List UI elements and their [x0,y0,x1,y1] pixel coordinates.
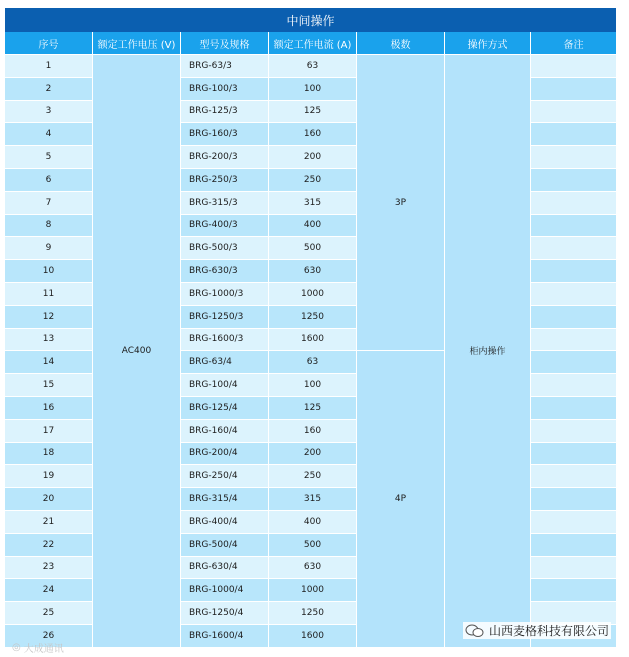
model-cell: BRG-125/3 [181,101,269,124]
watermark-left-text: 大成通讯 [23,644,64,655]
watermark-right [463,622,611,639]
current-cell: 63 [269,55,357,78]
current-cell: 1250 [269,602,357,625]
remark-cell [531,351,616,374]
current-cell: 160 [269,420,357,443]
current-cell: 100 [269,78,357,101]
remark-cell [531,101,616,124]
footer [0,624,629,657]
remark-cell [531,283,616,306]
model-cell: BRG-1000/4 [181,579,269,602]
voltage-cell: AC400 [93,55,181,648]
remark-cell [531,146,616,169]
model-cell: BRG-400/3 [181,215,269,238]
current-cell: 1600 [269,329,357,352]
row-number-cell: 2 [5,78,93,101]
wechat-icon [465,624,485,638]
row-number-cell: 24 [5,579,93,602]
current-cell: 1000 [269,579,357,602]
row-number-cell: 18 [5,443,93,466]
spec-table [5,32,616,648]
row-number-cell: 5 [5,146,93,169]
model-cell: BRG-315/4 [181,488,269,511]
remark-cell [531,55,616,78]
current-cell: 630 [269,260,357,283]
model-cell: BRG-63/3 [181,55,269,78]
model-cell: BRG-630/4 [181,557,269,580]
header-cell: 型号及规格 [181,32,269,55]
current-cell: 500 [269,237,357,260]
row-number-cell: 20 [5,488,93,511]
camera-icon: ◎ [12,642,21,653]
poles-cell: 4P [357,351,445,647]
row-number-cell: 11 [5,283,93,306]
remark-cell [531,511,616,534]
model-cell: BRG-250/3 [181,169,269,192]
table-title: 中间操作 [5,8,616,32]
header-row [5,32,616,55]
row-number-cell: 22 [5,534,93,557]
model-cell: BRG-200/3 [181,146,269,169]
current-cell: 315 [269,192,357,215]
remark-cell [531,374,616,397]
model-cell: BRG-1000/3 [181,283,269,306]
header-cell: 操作方式 [445,32,531,55]
model-cell: BRG-63/4 [181,351,269,374]
model-cell: BRG-160/3 [181,123,269,146]
model-cell: BRG-100/3 [181,78,269,101]
model-cell: BRG-200/4 [181,443,269,466]
table-row [5,55,616,78]
current-cell: 315 [269,488,357,511]
current-cell: 630 [269,557,357,580]
row-number-cell: 19 [5,465,93,488]
row-number-cell: 10 [5,260,93,283]
current-cell: 1600 [269,625,357,648]
row-number-cell: 3 [5,101,93,124]
current-cell: 400 [269,511,357,534]
remark-cell [531,306,616,329]
current-cell: 125 [269,397,357,420]
row-number-cell: 14 [5,351,93,374]
remark-cell [531,397,616,420]
header-cell: 极数 [357,32,445,55]
model-cell: BRG-500/4 [181,534,269,557]
remark-cell [531,465,616,488]
remark-cell [531,420,616,443]
poles-cell: 3P [357,55,445,351]
model-cell: BRG-500/3 [181,237,269,260]
remark-cell [531,557,616,580]
row-number-cell: 7 [5,192,93,215]
row-number-cell: 6 [5,169,93,192]
row-number-cell: 13 [5,329,93,352]
remark-cell [531,488,616,511]
row-number-cell: 1 [5,55,93,78]
current-cell: 100 [269,374,357,397]
model-cell: BRG-100/4 [181,374,269,397]
model-cell: BRG-1600/4 [181,625,269,648]
remark-cell [531,260,616,283]
model-cell: BRG-630/3 [181,260,269,283]
current-cell: 400 [269,215,357,238]
model-cell: BRG-160/4 [181,420,269,443]
row-number-cell: 15 [5,374,93,397]
row-number-cell: 25 [5,602,93,625]
row-number-cell: 16 [5,397,93,420]
remark-cell [531,169,616,192]
row-number-cell: 9 [5,237,93,260]
current-cell: 250 [269,465,357,488]
spec-table-container [5,8,616,648]
header-cell: 额定工作电流 (A) [269,32,357,55]
row-number-cell: 23 [5,557,93,580]
remark-cell [531,215,616,238]
header-cell: 序号 [5,32,93,55]
row-number-cell: 8 [5,215,93,238]
current-cell: 250 [269,169,357,192]
current-cell: 125 [269,101,357,124]
remark-cell [531,123,616,146]
current-cell: 500 [269,534,357,557]
operation-cell: 柜内操作 [445,55,531,648]
current-cell: 200 [269,146,357,169]
model-cell: BRG-1250/4 [181,602,269,625]
model-cell: BRG-400/4 [181,511,269,534]
current-cell: 1250 [269,306,357,329]
row-number-cell: 4 [5,123,93,146]
current-cell: 1000 [269,283,357,306]
model-cell: BRG-315/3 [181,192,269,215]
model-cell: BRG-125/4 [181,397,269,420]
header-cell: 额定工作电压 (V) [93,32,181,55]
model-cell: BRG-250/4 [181,465,269,488]
row-number-cell: 17 [5,420,93,443]
remark-cell [531,534,616,557]
remark-cell [531,579,616,602]
current-cell: 63 [269,351,357,374]
model-cell: BRG-1600/3 [181,329,269,352]
watermark-right-text: 山西麦格科技有限公司 [488,624,609,638]
table-body [5,55,616,648]
remark-cell [531,78,616,101]
row-number-cell: 26 [5,625,93,648]
watermark-left [12,640,64,655]
remark-cell [531,237,616,260]
model-cell: BRG-1250/3 [181,306,269,329]
current-cell: 160 [269,123,357,146]
header-cell: 备注 [531,32,616,55]
row-number-cell: 21 [5,511,93,534]
row-number-cell: 12 [5,306,93,329]
remark-cell [531,329,616,352]
remark-cell [531,443,616,466]
remark-cell [531,192,616,215]
current-cell: 200 [269,443,357,466]
